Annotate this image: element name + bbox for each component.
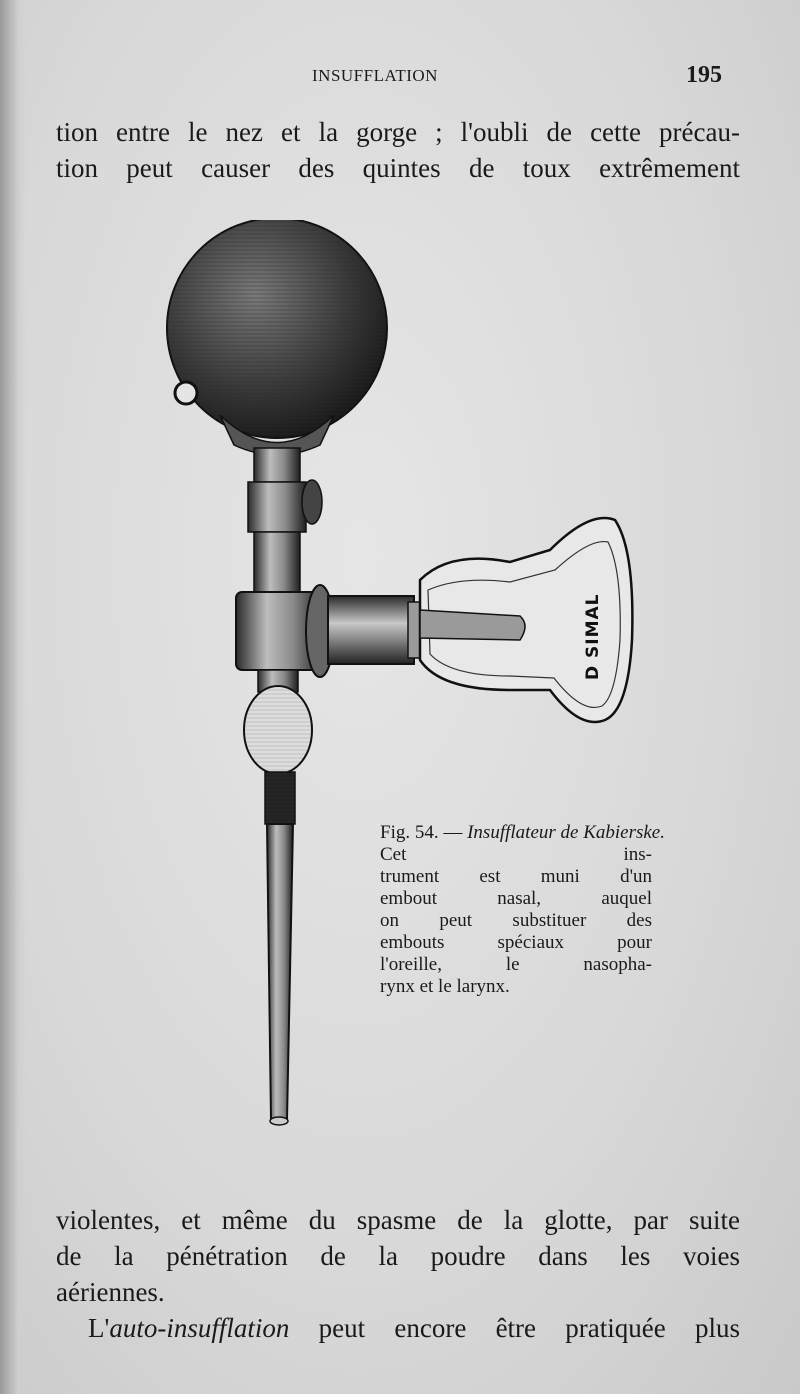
figure-title: Insufflateur de Kabierske. bbox=[467, 822, 665, 843]
caption-line: on peut substituer des bbox=[380, 910, 652, 931]
rubber-bulb bbox=[167, 220, 387, 455]
caption-line: trument est muni d'un bbox=[380, 866, 652, 887]
figure-caption bbox=[380, 822, 665, 998]
text-line-indented bbox=[56, 1310, 740, 1346]
caption-line: Cet ins- bbox=[380, 844, 652, 865]
italic-term: auto-insufflation bbox=[109, 1313, 290, 1343]
text-line: aériennes. bbox=[56, 1277, 165, 1307]
bottom-paragraph bbox=[56, 1202, 740, 1346]
nozzle-tube bbox=[267, 824, 293, 1125]
text-line: de la pénétration de la poudre dans les voies bbox=[56, 1241, 740, 1271]
caption-line: embouts spéciaux pour bbox=[380, 932, 652, 953]
engraved-mark: D SIMAL bbox=[583, 593, 603, 680]
top-paragraph bbox=[56, 114, 740, 186]
caption-line: embout nasal, auquel bbox=[380, 888, 652, 909]
page-number: 195 bbox=[686, 62, 722, 88]
caption-line bbox=[380, 822, 665, 844]
caption-line: l'oreille, le nasopha- bbox=[380, 954, 652, 975]
figure-label: Fig. 54. — bbox=[380, 822, 468, 843]
nasal-cup bbox=[420, 518, 632, 722]
page-gutter-shadow bbox=[0, 0, 26, 1394]
insufflator-illustration bbox=[150, 220, 650, 1140]
caption-line: rynx et le larynx. bbox=[380, 976, 510, 997]
text-line: violentes, et même du spasme de la glotte, par suite bbox=[56, 1205, 740, 1235]
text-line: tion entre le nez et la gorge ; l'oubli de cette précau- bbox=[56, 117, 740, 147]
text-line: tion peut causer des quintes de toux extrêmement bbox=[56, 153, 740, 183]
running-head: INSUFFLATION bbox=[312, 66, 438, 85]
valve-body bbox=[236, 585, 428, 677]
text-fragment: peut encore être pratiquée plus bbox=[289, 1313, 740, 1343]
upper-stem bbox=[248, 448, 322, 592]
lower-fitting bbox=[244, 670, 312, 824]
text-fragment: L' bbox=[88, 1313, 110, 1343]
